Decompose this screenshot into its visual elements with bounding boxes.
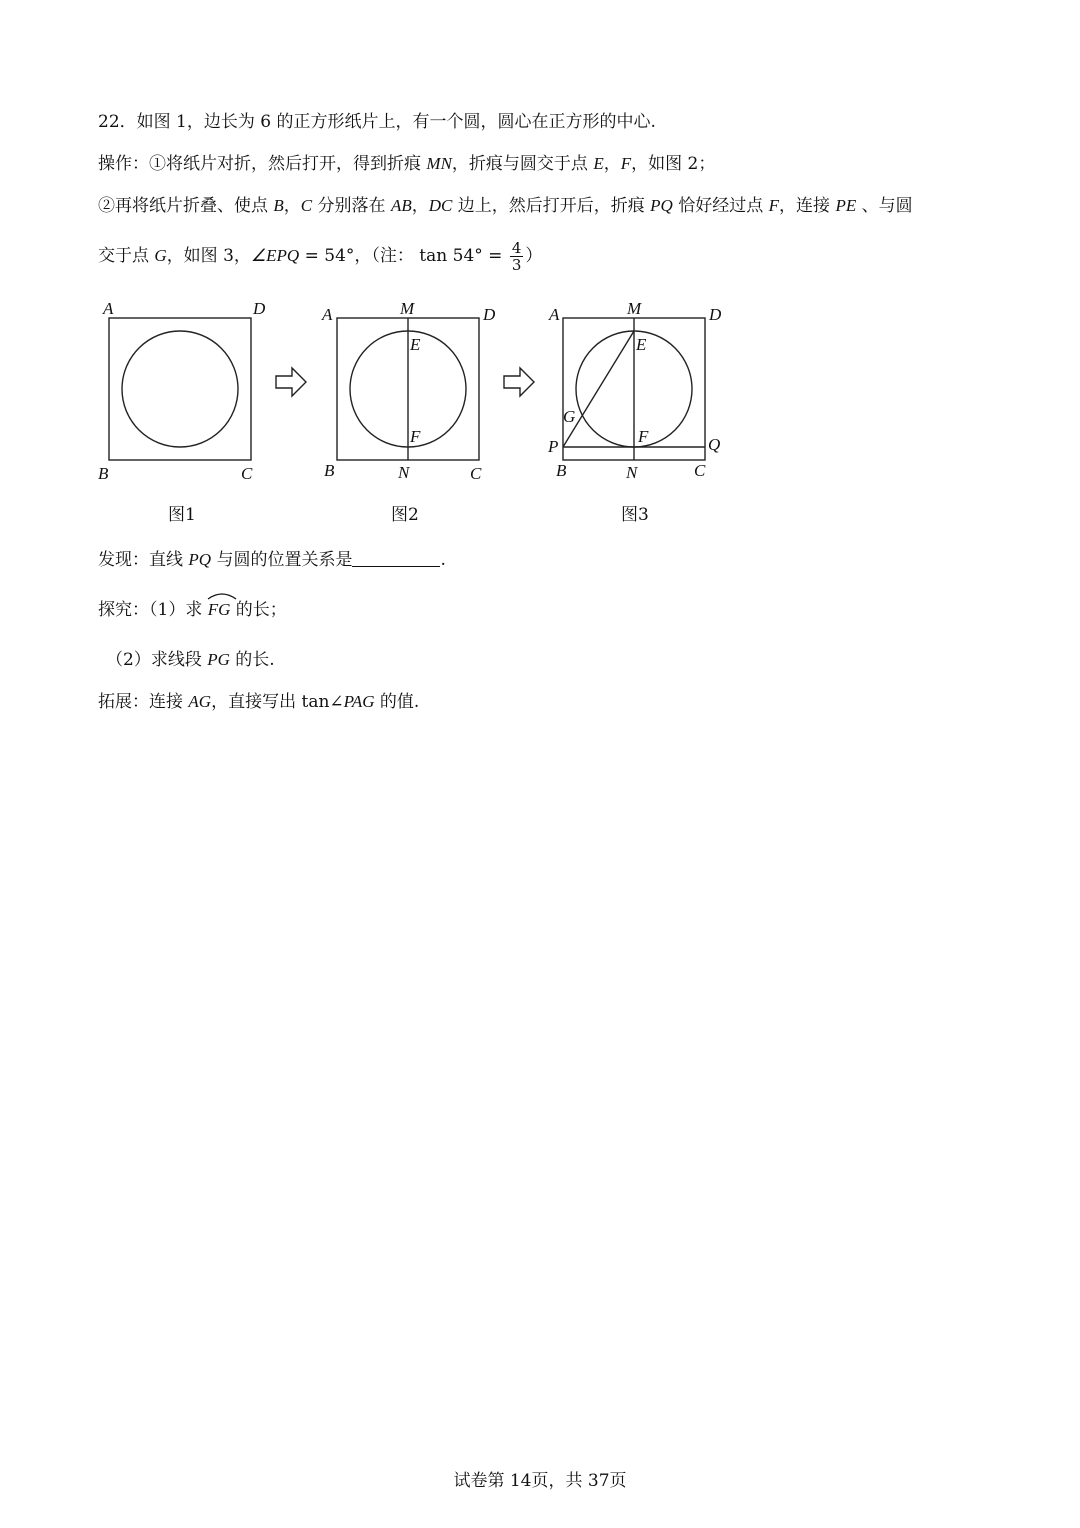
discover-line [98, 548, 446, 572]
text: . [440, 550, 446, 570]
var-ab: AB [390, 196, 412, 215]
arrow-right-icon [276, 368, 306, 396]
text: ） [525, 246, 543, 266]
fraction-denominator: 3 [511, 256, 522, 274]
arc-mark-icon [207, 592, 237, 600]
explore-line-2 [106, 648, 275, 672]
text: 分别落在 [312, 196, 391, 216]
text: 边上，然后打开后，折痕 [452, 196, 651, 216]
fig1-label-d: D [253, 299, 266, 318]
answer-blank[interactable] [352, 548, 440, 567]
text: ，如图 2； [631, 154, 716, 174]
text: 的值. [374, 692, 420, 712]
text: ，连接 [779, 196, 836, 216]
text: ②再将纸片折叠、使点 [98, 196, 274, 216]
fig3-label-d: D [709, 305, 722, 324]
fig3-label-n: N [626, 463, 638, 482]
var-e: E [593, 154, 604, 173]
arrow-right-icon [504, 368, 534, 396]
fig3-label-a: A [549, 305, 560, 324]
text: = 54°，（注： tan 54° = [299, 246, 508, 266]
text: ， [411, 196, 429, 216]
text: 操作：①将纸片对折，然后打开，得到折痕 [98, 154, 427, 174]
fig2-label-b: B [324, 461, 335, 480]
page-footer: 试卷第 14页，共 37页 [453, 1471, 627, 1491]
text: ，如图 3， [166, 246, 251, 266]
fig3-label-q: Q [708, 435, 721, 454]
var-pag: PAG [343, 692, 375, 711]
fig2-label-e: E [410, 335, 421, 354]
fig3-label-p: P [548, 437, 559, 456]
text: ， [603, 154, 621, 174]
var-f: F [768, 196, 780, 215]
text: 与圆的位置关系是 [211, 550, 353, 570]
arc-fg [208, 598, 231, 622]
var-mn: MN [426, 154, 452, 173]
text: ， [283, 196, 301, 216]
fig3-label-e: E [636, 335, 647, 354]
text: 的长； [230, 600, 287, 620]
fig3-caption: 图3 [621, 505, 649, 525]
fig2-caption: 图2 [391, 505, 419, 525]
fig1-label-b: B [98, 464, 109, 483]
geometry-figures [90, 292, 750, 492]
fig1-label-c: C [241, 464, 253, 483]
fig2-label-a: A [322, 305, 333, 324]
var-f: F [620, 154, 632, 173]
text: ，折痕与圆交于点 [451, 154, 594, 174]
fig1-caption: 图1 [168, 505, 196, 525]
var-dc: DC [428, 196, 453, 215]
text: 恰好经过点 [672, 196, 769, 216]
fig3-label-g: G [563, 407, 576, 426]
var-g: G [154, 246, 167, 265]
fig3-segment-pe [563, 331, 634, 447]
fig3-label-f: F [638, 427, 649, 446]
question-line-1 [98, 110, 656, 134]
text: 交于点 [98, 246, 155, 266]
text: 发现：直线 [98, 550, 189, 570]
var-ag: AG [188, 692, 212, 711]
text: （2）求线段 [106, 650, 208, 670]
fig1-label-a: A [103, 299, 114, 318]
var-b: B [273, 196, 284, 215]
explore-line-1 [98, 598, 287, 622]
question-text: 22．如图 1，边长为 6 的正方形纸片上，有一个圆，圆心在正方形的中心. [98, 112, 656, 132]
text: 探究：（1）求 [98, 600, 208, 620]
fraction-numerator: 4 [511, 239, 522, 257]
fig3-label-m: M [627, 299, 642, 318]
var-pg: PG [207, 650, 230, 669]
text: 拓展：连接 [98, 692, 189, 712]
fig2-label-n: N [398, 463, 410, 482]
fig1-circle [122, 331, 238, 447]
fig3-label-b: B [556, 461, 567, 480]
fig2-label-d: D [483, 305, 496, 324]
angle-epq: ∠EPQ [250, 246, 300, 265]
text: 、与圆 [856, 196, 913, 216]
fig2-label-f: F [410, 427, 421, 446]
question-line-2 [98, 152, 715, 176]
text: ，直接写出 tan∠ [211, 692, 344, 712]
var-fg: FG [207, 600, 231, 619]
fig2-label-m: M [400, 299, 415, 318]
fig2-label-c: C [470, 464, 482, 483]
text: 的长. [229, 650, 275, 670]
question-line-3 [98, 194, 913, 218]
fig1-square [109, 318, 251, 460]
fig3-label-c: C [694, 461, 706, 480]
question-line-4 [98, 236, 542, 276]
var-c: C [300, 196, 313, 215]
var-pe: PE [835, 196, 857, 215]
extend-line [98, 690, 419, 714]
var-pq: PQ [650, 196, 673, 215]
fraction-four-thirds [510, 240, 524, 273]
var-pq: PQ [188, 550, 212, 569]
